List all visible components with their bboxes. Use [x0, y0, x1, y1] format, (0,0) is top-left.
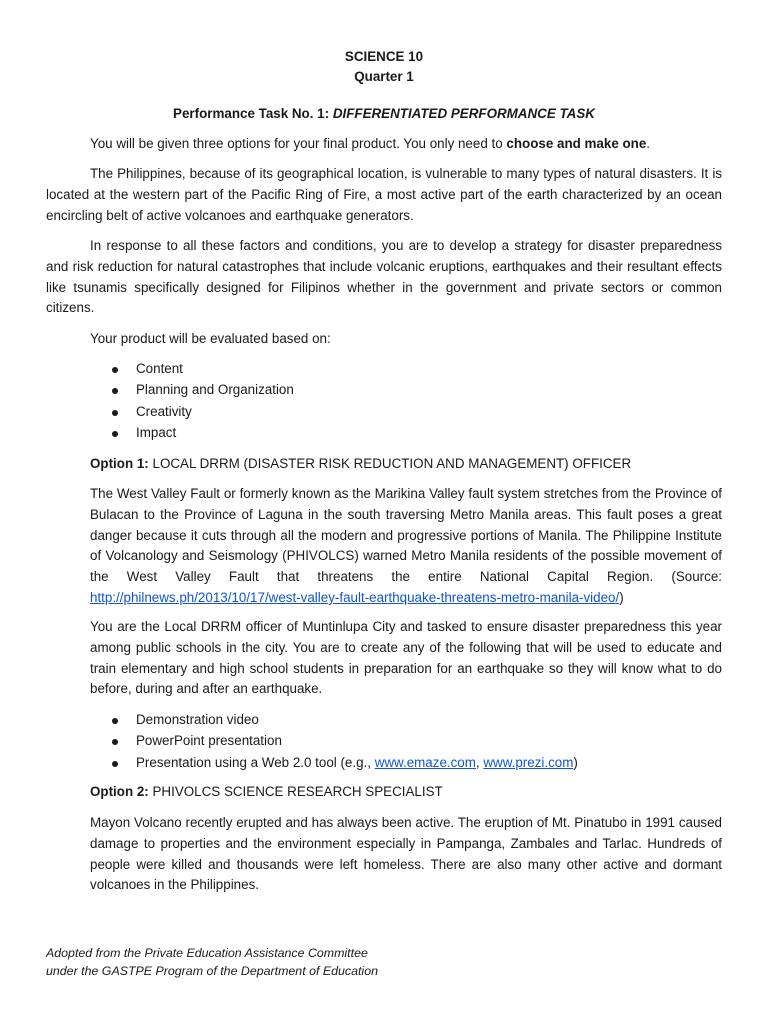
criteria-intro: Your product will be evaluated based on: [90, 331, 331, 346]
option1-output-list [46, 710, 722, 774]
option1-task-paragraph: You are the Local DRRM officer of Muntinlupa City and tasked to ensure disaster preparedness this year among public schools in the city. You are to create any of the following that will be used to educate and train elementary and high school students in preparation for an earthquake so they will know what to do before, during and after an earthquake. [90, 619, 722, 697]
option2-paragraph: Mayon Volcano recently erupted and has always been active. The eruption of Mt. Pinatubo in 1991 caused damage to properties and the environment especially in Pampanga, Zambales and Tarlac. Hundreds of people were killed and thousands were left homeless. There are also many other active and dormant volcanoes in the Philippines. [90, 815, 722, 893]
geography-paragraph: The Philippines, because of its geographical location, is vulnerable to many types of natural disasters. It is located at the western part of the Pacific Ring of Fire, a most active part of the earth characterized by an ocean encircling belt of active volcanoes and earthquake generators. [46, 166, 722, 223]
bullet-icon [112, 739, 118, 745]
option2-heading: Option 2: PHIVOLCS SCIENCE RESEARCH SPECIALIST [90, 784, 443, 799]
footer-line: under the GASTPE Program of the Department of Education [46, 964, 378, 978]
bullet-icon [112, 367, 118, 373]
list-item: PowerPoint presentation [46, 731, 722, 752]
bullet-icon [112, 388, 118, 394]
option1-heading: Option 1: LOCAL DRRM (DISASTER RISK REDUCTION AND MANAGEMENT) OFFICER [90, 456, 632, 471]
list-item: Impact [46, 423, 722, 444]
criteria-list [46, 359, 722, 444]
intro-paragraph: You will be given three options for your final product. You only need to choose and make one. [90, 136, 651, 151]
strategy-paragraph: In response to all these factors and conditions, you are to develop a strategy for disaster preparedness and risk reduction for natural catastrophes that include volcanic eruptions, earthquakes and their resultant effects like tsunamis specifically designed for Filipinos whether in the government and private sectors or common citizens. [46, 238, 722, 316]
source-link[interactable]: http://philnews.ph/2013/10/17/west-valley-fault-earthquake-threatens-metro-manila-video/ [90, 589, 620, 605]
subject-title: SCIENCE 10 [344, 49, 424, 64]
footer-line: Adopted from the Private Education Assistance Committee [46, 946, 368, 960]
footer-attribution [46, 944, 722, 980]
list-item: Planning and Organization [46, 380, 722, 401]
bullet-icon [112, 761, 118, 767]
list-item: Presentation using a Web 2.0 tool (e.g., www.emaze.com, www.prezi.com) [46, 753, 722, 774]
bullet-icon [112, 431, 118, 437]
emaze-link[interactable]: www.emaze.com [374, 754, 476, 770]
list-item: Creativity [46, 402, 722, 423]
task-heading: Performance Task No. 1: DIFFERENTIATED PERFORMANCE TASK [173, 106, 595, 121]
quarter-title: Quarter 1 [354, 69, 414, 84]
list-item: Content [46, 359, 722, 380]
bullet-icon [112, 410, 118, 416]
option1-paragraph: The West Valley Fault or formerly known as the Marikina Valley fault system stretches from the Province of Bulacan to the Province of Laguna in the south traversing Metro Manila areas. This fault poses a great danger because it cuts through all the modern and progressive portions of Manila. The Philippine Institute of Volcanology and Seismology (PHIVOLCS) warned Metro Manila residents of the possible movement of the West Valley Fault that threatens the entire National Capital Region. (Source: http://philnews.ph/2013/10/17/west-valley-fault-earthquake-threatens-metro-manila-video/) [90, 486, 722, 605]
bullet-icon [112, 718, 118, 724]
list-item: Demonstration video [46, 710, 722, 731]
prezi-link[interactable]: www.prezi.com [483, 754, 574, 770]
